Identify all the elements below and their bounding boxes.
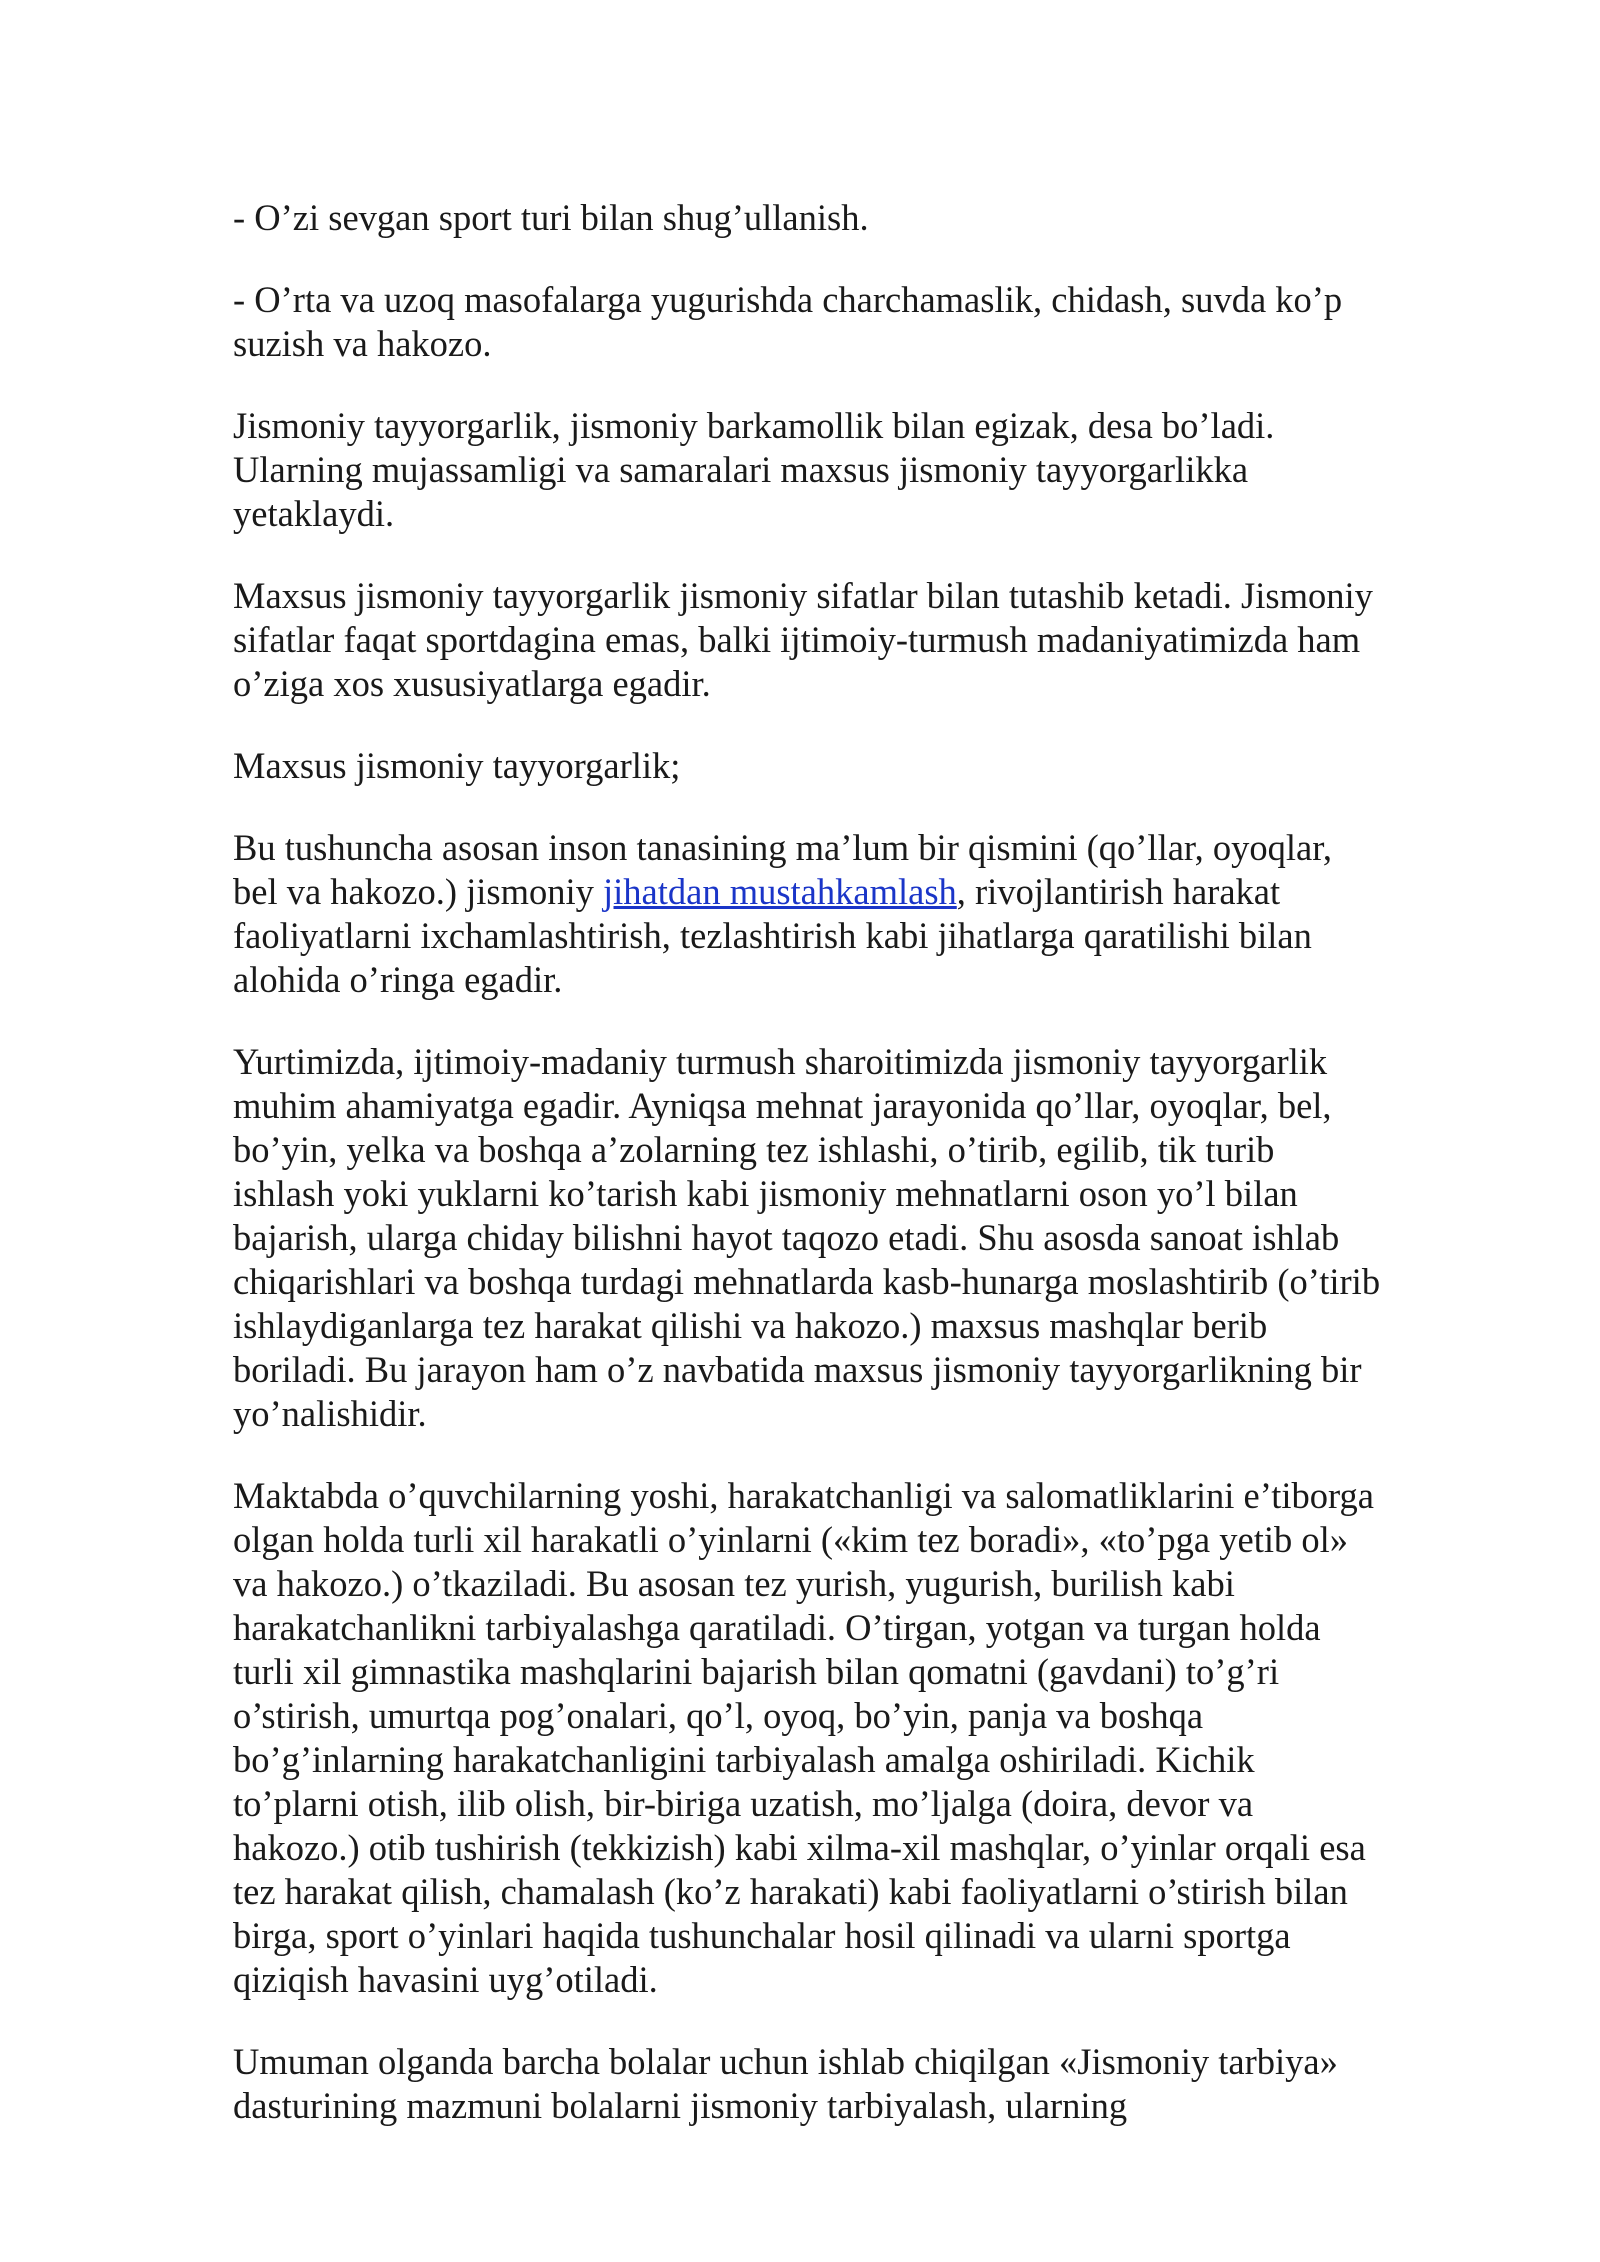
paragraph-curriculum: Umuman olganda barcha bolalar uchun ishlab chiqilgan «Jismoniy tarbiya» dasturining mazmuni bolalarni jismoniy tarbiyalash, ularning [233,2041,1338,2126]
paragraph-concept-text-before: Bu tushuncha asosan inson tanasining ma’lum bir qismini (qo’llar, oyoqlar, bel va hakozo.) jismoniy [233,827,1333,912]
strengthening-link[interactable]: jihatdan mustahkamlash [603,871,957,912]
paragraph-concept [233,826,1383,1002]
paragraph-physical-qualities: Maxsus jismoniy tayyorgarlik jismoniy sifatlar bilan tutashib ketadi. Jismoniy sifatlar faqat sportdagina emas, balki ijtimoiy-turmush madaniyatimizda ham o’ziga xos xususiyatlarga egadir. [233,575,1373,704]
paragraph-special-heading: Maxsus jismoniy tayyorgarlik; [233,745,681,786]
paragraph-concept-text-after: , rivojlantirish harakat faoliyatlarni ixchamlashtirish, tezlashtirish kabi jihatlarga qaratilishi bilan alohida o’ringa egadir. [233,871,1312,1000]
paragraph-homeland: Yurtimizda, ijtimoiy-madaniy turmush sharoitimizda jismoniy tayyorgarlik muhim ahamiyatga egadir. Ayniqsa mehnat jarayonida qo’llar, oyoqlar, bel, bo’yin, yelka va boshqa a’zolarning tez ishlashi, o’tirib, egilib, tik turib ishlash yoki yuklarni ko’tarish kabi jismoniy mehnatlarni oson yo’l bilan bajarish, ularga chiday bilishni hayot taqozo etadi. Shu asosda sanoat ishlab chiqarishlari va boshqa turdagi mehnatlarda kasb-hunarga moslashtirib (o’tirib ishlaydiganlarga tez harakat qilishi va hakozo.) maxsus mashqlar berib boriladi. Bu jarayon ham o’z navbatida maxsus jismoniy tayyorgarlikning bir yo’nalishidir. [233,1041,1381,1434]
paragraph-endurance: - O’rta va uzoq masofalarga yugurishda charchamaslik, chidash, suvda ko’p suzish va hakozo. [233,279,1343,364]
paragraph-school: Maktabda o’quvchilarning yoshi, harakatchanligi va salomatliklarini e’tiborga olgan holda turli xil harakatli o’yinlarni («kim tez boradi», «to’pga yetib ol» va hakozo.) o’tkaziladi. Bu asosan tez yurish, yugurish, burilish kabi harakatchanlikni tarbiyalashga qaratiladi. O’tirgan, yotgan va turgan holda turli xil gimnastika mashqlarini bajarish bilan qomatni (gavdani) to’g’ri o’stirish, umurtqa pog’onalari, qo’l, oyoq, bo’yin, panja va boshqa bo’g’inlarning harakatchanligini tarbiyalash amalga oshiriladi. Kichik to’plarni otish, ilib olish, bir-biriga uzatish, mo’ljalga (doira, devor va hakozo.) otib tushirish (tekkizish) kabi xilma-xil mashqlar, o’yinlar orqali esa tez harakat qilish, chamalash (ko’z harakati) kabi faoliyatlarni o’stirish bilan birga, sport o’yinlari haqida tushunchalar hosil qilinadi va ularni sportga qiziqish havasini uyg’otiladi. [233,1475,1374,2000]
document-page [233,196,1383,2166]
paragraph-physical-preparation: Jismoniy tayyorgarlik, jismoniy barkamollik bilan egizak, desa bo’ladi. Ularning mujassamligi va samaralari maxsus jismoniy tayyorgarlikka yetaklaydi. [233,405,1275,534]
paragraph-sport-choice: - O’zi sevgan sport turi bilan shug’ullanish. [233,197,869,238]
